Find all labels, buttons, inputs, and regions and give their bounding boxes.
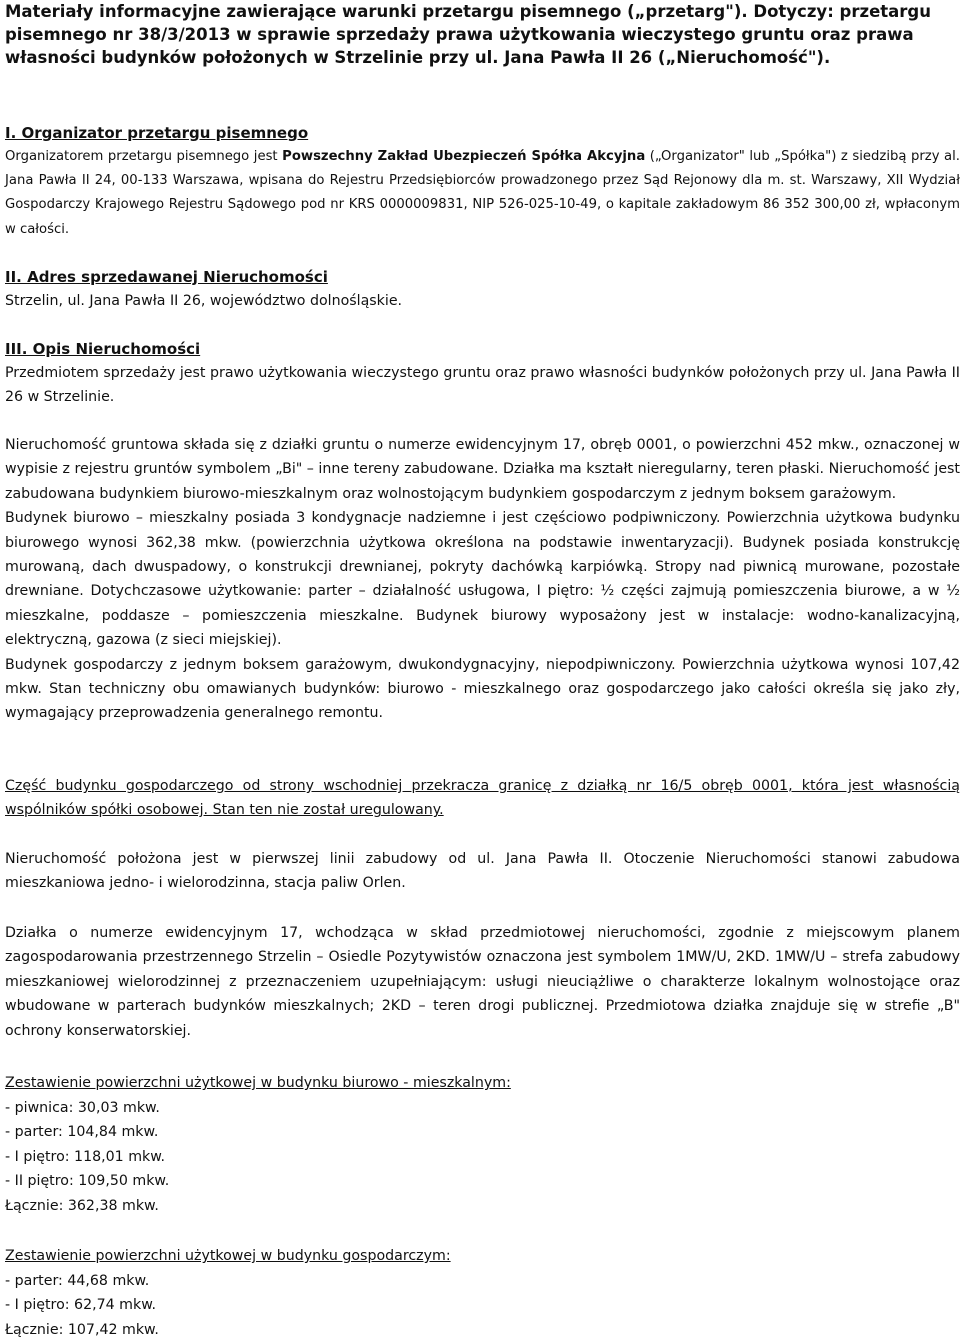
section-heading-address: II. Adres sprzedawanej Nieruchomości (5, 265, 960, 289)
section-heading-organizer: I. Organizator przetargu pisemnego (5, 121, 960, 145)
description-paragraph-7: Działka o numerze ewidencyjnym 17, wchodząca w skład przedmiotowej nieruchomości, zgodnie z miejscowym planem zagospodarowania przestrzennego Strzelin – Osiedle Pozytywistów oznaczona jest symbolem 1MW/U, 2KD. 1MW/U – strefa zabudowy mieszkaniowej wielorodzinnej z przeznaczeniem uzupełniającym: usługi nieuciążliwe o charakterze lokalnym wolnostojące oraz wbudowane w parterach budynków mieszkalnych; 2KD – teren drogi publicznej. Przedmiotowa działka znajduje się w strefie „B" ochrony konserwatorskiej. (5, 921, 960, 1043)
description-paragraph-6: Nieruchomość położona jest w pierwszej linii zabudowy od ul. Jana Pawła II. Otoczenie Nieruchomości stanowi zabudowa mieszkaniowa jedno- i wielorodzinna, stacja paliw Orlen. (5, 847, 960, 896)
office-area-item: - parter: 104,84 mkw. (5, 1120, 960, 1145)
description-paragraph-4: Budynek gospodarczy z jednym boksem garażowym, dwukondygnacyjny, niepodpiwniczony. Powierzchnia użytkowa wynosi 107,42 mkw. Stan techniczny obu omawianych budynków: biurowo - mieszkalnego oraz gospodarczego jako całości określa się jako zły, wymagający przeprowadzenia generalnego remontu. (5, 653, 960, 726)
office-areas-heading: Zestawienie powierzchni użytkowej w budynku biurowo - mieszkalnym: (5, 1071, 960, 1096)
office-area-item: - II piętro: 109,50 mkw. (5, 1169, 960, 1194)
zoning-note (5, 921, 960, 1043)
office-areas (5, 1071, 960, 1218)
document-title: Materiały informacyjne zawierające warunki przetargu pisemnego („przetarg"). Dotyczy: przetargu pisemnego nr 38/3/2013 w sprawie sprzedaży prawa użytkowania wieczystego gruntu oraz prawa własności budynków położonych w Strzelinie przy ul. Jana Pawła II 26 („Nieruchomość"). (5, 0, 960, 69)
description-paragraph-2: Nieruchomość gruntowa składa się z działki gruntu o numerze ewidencyjnym 17, obręb 0001, o powierzchni 452 mkw., oznaczonej w wypisie z rejestru gruntów symbolem „Bi" – inne tereny zabudowane. Działka ma kształt nieregularny, teren płaski. Nieruchomość jest zabudowana budynkiem biurowo-mieszkalnym oraz wolnostojącym budynkiem gospodarczym z jednym boksem garażowym. (5, 433, 960, 506)
description-body (5, 433, 960, 726)
organizer-paragraph (5, 145, 960, 242)
location-note (5, 847, 960, 896)
office-area-item: - I piętro: 118,01 mkw. (5, 1145, 960, 1170)
utility-area-total: Łącznie: 107,42 mkw. (5, 1318, 960, 1342)
section-description (5, 337, 960, 410)
description-paragraph-5: Część budynku gospodarczego od strony wschodniej przekracza granicę z działką nr 16/5 obręb 0001, która jest własnością wspólników spółki osobowej. Stan ten nie został uregulowany. (5, 774, 960, 823)
section-organizer (5, 121, 960, 242)
organizer-text-before: Organizatorem przetargu pisemnego jest (5, 149, 282, 164)
office-area-item: - piwnica: 30,03 mkw. (5, 1096, 960, 1121)
utility-areas-heading: Zestawienie powierzchni użytkowej w budynku gospodarczym: (5, 1244, 960, 1269)
organizer-text-after: („Organizator" lub „Spółka") z siedzibą przy al. Jana Pawła II 24, 00-133 Warszawa, wpisana do Rejestru Przedsiębiorców prowadzonego przez Sąd Rejonowy dla m. st. Warszawy, XII Wydział Gospodarczy Krajowego Rejestru Sądowego pod nr KRS 0000009831, NIP 526-025-10-49, o kapitale zakładowym 86 352 300,00 zł, wpłaconym w całości. (5, 149, 960, 237)
section-address (5, 265, 960, 314)
organizer-name: Powszechny Zakład Ubezpieczeń Spółka Akcyjna (282, 149, 645, 164)
utility-areas (5, 1244, 960, 1342)
description-paragraph-3: Budynek biurowo – mieszkalny posiada 3 kondygnacje nadziemne i jest częściowo podpiwniczony. Powierzchnia użytkowa budynku biurowego wynosi 362,38 mkw. (powierzchnia użytkowa określona na podstawie inwentaryzacji). Budynek posiada konstrukcję murowaną, dach dwuspadowy, o konstrukcji drewnianej, pokryty dachówką karpiówką. Stropy nad piwnicą murowane, pozostałe drewniane. Dotychczasowe użytkowanie: parter – działalność usługowa, I piętro: ½ części zajmują pomieszczenia biurowe, a w ½ mieszkalne, poddasze – pomieszczenia mieszkalne. Budynek biurowy wyposażony jest w instalacje: wodno-kanalizacyjną, elektryczną, gazowa (z sieci miejskiej). (5, 506, 960, 652)
utility-area-item: - I piętro: 62,74 mkw. (5, 1293, 960, 1318)
address-text: Strzelin, ul. Jana Pawła II 26, województwo dolnośląskie. (5, 289, 960, 314)
description-paragraph-1: Przedmiotem sprzedaży jest prawo użytkowania wieczystego gruntu oraz prawo własności budynków położonych przy ul. Jana Pawła II 26 w Strzelinie. (5, 361, 960, 410)
boundary-note (5, 774, 960, 823)
section-heading-description: III. Opis Nieruchomości (5, 337, 960, 361)
utility-area-item: - parter: 44,68 mkw. (5, 1269, 960, 1294)
office-area-total: Łącznie: 362,38 mkw. (5, 1194, 960, 1219)
